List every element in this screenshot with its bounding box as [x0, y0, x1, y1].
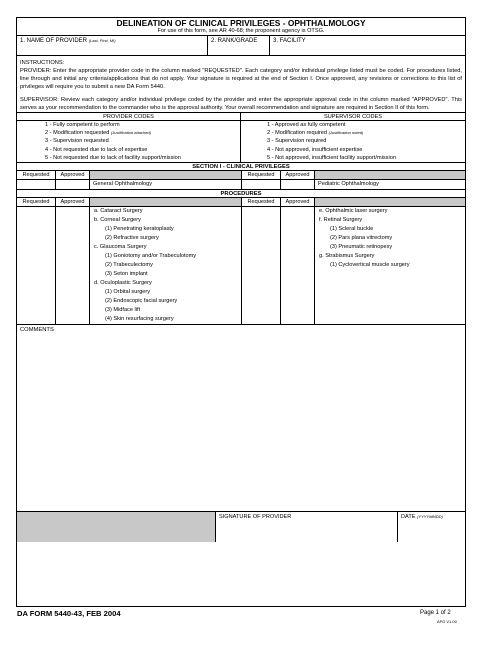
- procedure-row: [17, 261, 465, 270]
- procedure-label: (4) Skin resurfacing surgery: [90, 315, 242, 324]
- procedure-row: [17, 225, 465, 234]
- approved-cell[interactable]: [56, 279, 90, 288]
- requested-cell[interactable]: [17, 252, 56, 261]
- approved-header: Approved: [56, 171, 90, 179]
- form-header: [17, 18, 465, 36]
- instructions-heading: INSTRUCTIONS:: [20, 60, 65, 66]
- form-subtitle: For use of this form, see AR 40-68; the proponent agency is OTSG.: [157, 28, 325, 34]
- requested-cell[interactable]: [242, 288, 281, 297]
- provider-code-item: 1 - Fully competent to perform: [45, 122, 120, 128]
- provider-code-item: 3 - Supervision requested: [45, 138, 109, 145]
- approved-cell[interactable]: [56, 216, 90, 225]
- approved-cell[interactable]: [281, 315, 315, 324]
- requested-cell[interactable]: [17, 270, 56, 279]
- procedure-label: (2) Pars plana vitrectomy: [330, 234, 393, 241]
- requested-cell[interactable]: [242, 207, 281, 216]
- procedures-title: PROCEDURES: [17, 189, 465, 198]
- approved-header: Approved: [281, 198, 315, 206]
- supervisor-code-item: 4 - Not approved, insufficient expertise: [267, 146, 363, 153]
- requested-cell[interactable]: [242, 252, 281, 261]
- requested-cell[interactable]: [17, 216, 56, 225]
- approved-cell[interactable]: [56, 261, 90, 270]
- codes-table: [17, 112, 465, 162]
- approved-cell[interactable]: [281, 252, 315, 261]
- supervisor-instructions: SUPERVISOR: Review each category and/or individual privilege coded by the provider and enter the appropriate approval code in the column marked "APPROVED". This serves as your recommendation to the commander who is the approval authority. Your overall recommendation and signature are required in Section II of this form.: [20, 97, 462, 111]
- page-number: Page 1 of 2: [420, 610, 451, 616]
- procedure-label: (1) Scleral buckle: [330, 225, 374, 232]
- name-of-provider-field[interactable]: [17, 36, 208, 55]
- date-label: DATE: [401, 513, 416, 520]
- approved-cell[interactable]: [56, 180, 90, 189]
- provider-id-row: [17, 36, 465, 56]
- name-of-provider-label: 1. NAME OF PROVIDER: [20, 38, 88, 44]
- requested-cell[interactable]: [17, 261, 56, 270]
- requested-cell[interactable]: [17, 306, 56, 315]
- approved-cell[interactable]: [56, 252, 90, 261]
- approved-cell[interactable]: [56, 225, 90, 234]
- provider-codes-header: PROVIDER CODES: [17, 113, 240, 121]
- requested-cell[interactable]: [242, 180, 281, 189]
- approved-cell[interactable]: [56, 207, 90, 216]
- supervisor-code-item: 1 - Approved as fully competent: [267, 122, 346, 128]
- comments-field[interactable]: [17, 325, 465, 511]
- procedure-label: (3) Pneumatic retinopexy: [330, 243, 393, 250]
- requested-cell[interactable]: [17, 180, 56, 189]
- category-row: [17, 180, 465, 189]
- supervisor-code-item: 2 - Modification required (Justification noted): [267, 130, 364, 137]
- rank-grade-label: 2. RANK/GRADE: [211, 38, 258, 44]
- approved-cell[interactable]: [281, 225, 315, 234]
- approved-cell[interactable]: [281, 279, 315, 288]
- procedure-row: [17, 252, 465, 261]
- requested-cell[interactable]: [17, 243, 56, 252]
- category-pediatric-ophthalmology: Pediatric Ophthalmology: [318, 180, 379, 187]
- form-number: DA FORM 5440-43, FEB 2004: [17, 609, 121, 618]
- procedure-label: d. Oculoplastic Surgery: [90, 279, 242, 288]
- form-title: DELINEATION OF CLINICAL PRIVILEGES - OPHTHALMOLOGY: [116, 18, 366, 28]
- requested-cell[interactable]: [242, 234, 281, 243]
- procedure-label: e. Ophthalmic laser surgery: [319, 207, 388, 214]
- supervisor-code-item: 5 - Not approved, insufficient facility support/mission: [267, 154, 396, 161]
- procedure-label: (2) Endoscopic facial surgery: [90, 297, 242, 306]
- approved-cell[interactable]: [281, 270, 315, 279]
- procedure-label: a. Cataract Surgery: [90, 207, 242, 216]
- requested-cell[interactable]: [17, 279, 56, 288]
- approved-header: Approved: [281, 171, 315, 179]
- approved-cell[interactable]: [281, 297, 315, 306]
- instructions: [17, 56, 465, 112]
- approved-cell[interactable]: [281, 261, 315, 270]
- procedure-label: (3) Midface lift: [90, 306, 242, 315]
- requested-header: Requested: [17, 198, 56, 206]
- requested-cell[interactable]: [242, 225, 281, 234]
- date-hint: (YYYYMMDD): [417, 513, 443, 519]
- procedure-row: [17, 315, 465, 324]
- procedure-label: (2) Refractive surgery: [90, 234, 242, 243]
- approved-cell[interactable]: [281, 216, 315, 225]
- procedure-label: (2) Trabeculectomy: [90, 261, 242, 270]
- requested-cell[interactable]: [17, 234, 56, 243]
- requested-cell[interactable]: [242, 261, 281, 270]
- procedure-label: f. Retinal Surgery: [319, 216, 363, 223]
- procedure-row: [17, 207, 465, 216]
- approved-cell[interactable]: [281, 243, 315, 252]
- approved-cell[interactable]: [56, 288, 90, 297]
- supervisor-codes-header: SUPERVISOR CODES: [241, 113, 465, 121]
- procedures-column-header: [17, 198, 465, 207]
- procedure-row: [17, 288, 465, 297]
- approved-cell[interactable]: [281, 180, 315, 189]
- approved-cell[interactable]: [281, 306, 315, 315]
- procedure-label: (3) Seton implant: [90, 270, 242, 279]
- approved-cell[interactable]: [56, 315, 90, 324]
- approved-cell[interactable]: [281, 288, 315, 297]
- procedure-row: [17, 216, 465, 225]
- requested-cell[interactable]: [17, 315, 56, 324]
- approved-cell[interactable]: [281, 234, 315, 243]
- name-of-provider-hint: (Last, First, MI): [88, 38, 116, 43]
- shaded-block: [17, 512, 216, 542]
- requested-cell[interactable]: [17, 207, 56, 216]
- requested-header: Requested: [242, 171, 281, 179]
- approved-header: Approved: [56, 198, 90, 206]
- supervisor-code-item: 3 - Supervision required: [267, 138, 327, 145]
- approved-cell[interactable]: [56, 306, 90, 315]
- requested-cell[interactable]: [242, 243, 281, 252]
- procedure-label: c. Glaucoma Surgery: [90, 243, 242, 252]
- facility-label: 3. FACILITY: [273, 38, 306, 44]
- procedure-row: [17, 270, 465, 279]
- provider-instructions: PROVIDER: Enter the appropriate provider code in the column marked "REQUESTED". Each category and/or individual privilege listed must be coded. For procedures listed, line through and initial any criteria/applications that do not apply. Your signature is required at the end of Section I. Once approved, any revisions or corrections to this list of privileges will require you to submit a new DA Form 5440.: [20, 68, 462, 90]
- requested-header: Requested: [242, 198, 281, 206]
- procedure-row: [17, 234, 465, 243]
- procedure-row: [17, 297, 465, 306]
- requested-cell[interactable]: [242, 297, 281, 306]
- form-version: APD V1.00: [437, 619, 457, 624]
- approved-cell[interactable]: [56, 270, 90, 279]
- requested-cell[interactable]: [242, 306, 281, 315]
- approved-cell[interactable]: [56, 243, 90, 252]
- provider-code-item: 4 - Not requested due to lack of expertise: [45, 146, 148, 153]
- procedure-label: (1) Cyclovertical muscle surgery: [330, 261, 410, 268]
- signature-row: [17, 511, 465, 542]
- procedure-row: [17, 306, 465, 315]
- procedure-label: b. Corneal Surgery: [90, 216, 242, 225]
- approved-cell[interactable]: [281, 207, 315, 216]
- requested-cell[interactable]: [242, 279, 281, 288]
- procedures-list: [17, 207, 465, 325]
- requested-header: Requested: [17, 171, 56, 179]
- requested-cell[interactable]: [17, 225, 56, 234]
- procedure-label: (1) Penetrating keratoplasty: [90, 225, 242, 234]
- signature-label: SIGNATURE OF PROVIDER: [219, 513, 292, 520]
- section-1-column-header: [17, 171, 465, 180]
- section-1-title: SECTION I - CLINICAL PRIVILEGES: [17, 162, 465, 171]
- requested-cell[interactable]: [17, 288, 56, 297]
- supervisor-codes: [241, 113, 465, 162]
- approved-cell[interactable]: [56, 297, 90, 306]
- date-field[interactable]: [398, 512, 465, 542]
- approved-cell[interactable]: [56, 234, 90, 243]
- provider-code-item: 5 - Not requested due to lack of facility support/mission: [45, 154, 181, 161]
- procedure-row: [17, 279, 465, 288]
- procedure-label: g. Strabismus Surgery: [319, 252, 375, 259]
- da-form-5440-43: [16, 17, 466, 607]
- facility-field[interactable]: [270, 36, 465, 55]
- provider-signature-field[interactable]: [216, 512, 398, 542]
- requested-cell[interactable]: [242, 315, 281, 324]
- requested-cell[interactable]: [242, 216, 281, 225]
- provider-codes: [17, 113, 241, 162]
- requested-cell[interactable]: [242, 270, 281, 279]
- rank-grade-field[interactable]: [208, 36, 270, 55]
- procedure-row: [17, 243, 465, 252]
- provider-code-item: 2 - Modification requested (Justification attached): [45, 130, 151, 137]
- procedure-label: (1) Orbital surgery: [90, 288, 242, 297]
- requested-cell[interactable]: [17, 297, 56, 306]
- comments-label: COMMENTS: [20, 326, 54, 333]
- category-general-ophthalmology: General Ophthalmology: [90, 180, 242, 189]
- procedure-label: (1) Goniotomy and/or Trabeculotomy: [90, 252, 242, 261]
